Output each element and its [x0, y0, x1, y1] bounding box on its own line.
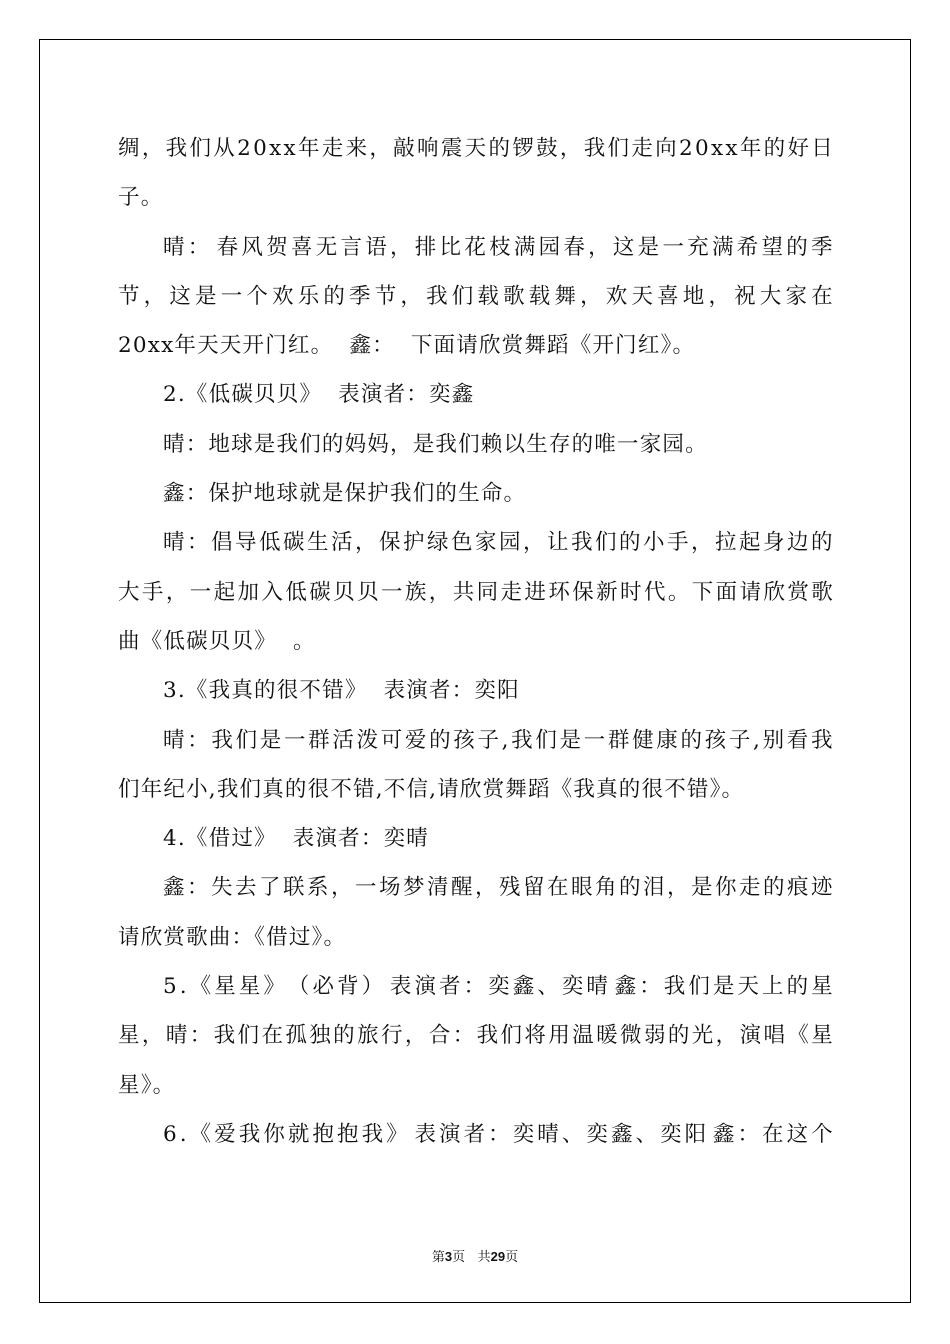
total-pages: 29 — [490, 1249, 506, 1264]
page-footer — [0, 1246, 950, 1265]
paragraph-line: 请欣赏歌曲：《借过》。 — [118, 924, 347, 950]
program-heading: 5 . 《 星 星 》 （ 必 背 ） 表 演 者 ： 奕 鑫 、 奕 晴 鑫 ： 我 们 是 天 上 的 星 — [163, 974, 834, 1000]
footer-total-prefix: 共 — [477, 1250, 491, 1265]
paragraph-line: 曲《低碳贝贝》 。 — [118, 628, 316, 654]
footer-prefix: 第 — [431, 1250, 445, 1265]
paragraph-line: 鑫：保护地球就是保护我们的生命。 — [163, 481, 527, 507]
paragraph-line: 大 手 ， 一 起 加 入 低 碳 贝 贝 一 族 ， 共 同 走 进 环 保 新 时 代 。 下 面 请 欣 赏 歌 — [118, 579, 834, 605]
paragraph-line: 晴 ： 倡 导 低 碳 生 活 ， 保 护 绿 色 家 园 ， 让 我 们 的 小 手 ， 拉 起 身 边 的 — [163, 530, 834, 556]
footer-page-suffix: 页 — [452, 1250, 466, 1265]
document-body — [118, 124, 834, 1159]
paragraph-line: 20xx年天天开门红。 鑫： 下面请欣赏舞蹈《开门红》。 — [118, 333, 696, 359]
paragraph-line: 节 ， 这 是 一 个 欢 乐 的 季 节 ， 我 们 载 歌 载 舞 ， 欢 天 喜 地 ， 祝 大 家 在 — [118, 283, 834, 309]
program-heading: 2.《低碳贝贝》 表演者：奕鑫 — [163, 382, 475, 408]
footer-total-suffix: 页 — [505, 1250, 519, 1265]
program-heading: 4.《借过》 表演者：奕晴 — [163, 826, 429, 852]
paragraph-line: 晴 ： 我 们 是 一 群 活 泼 可 爱 的 孩 子 , 我 们 是 一 群 健 康 的 孩 子 , 别 看 我 — [163, 727, 834, 753]
program-heading: 3.《我真的很不错》 表演者：奕阳 — [163, 678, 520, 704]
paragraph-line: 子。 — [118, 185, 164, 211]
paragraph-line: 鑫 ： 失 去 了 联 系 ， 一 场 梦 清 醒 ， 残 留 在 眼 角 的 泪 ， 是 你 走 的 痕 迹 — [163, 875, 834, 901]
program-heading: 6 . 《 爱 我 你 就 抱 抱 我 》 表 演 者 ： 奕 晴 、 奕 鑫 、 奕 阳 鑫 ： 在 这 个 — [163, 1121, 834, 1147]
paragraph-line: 们年纪小,我们真的很不错,不信,请欣赏舞蹈《我真的很不错》。 — [118, 776, 745, 802]
paragraph-line: 星》。 — [118, 1072, 176, 1098]
paragraph-line: 晴：地球是我们的妈妈，是我们赖以生存的唯一家园。 — [163, 431, 708, 457]
paragraph-line: 绸 ， 我 们 从 2 0 x x 年 走 来 ， 敲 响 震 天 的 锣 鼓 ， 我 们 走 向 2 0 x x 年 的 好 日 — [118, 136, 834, 161]
paragraph-line: 晴 ： 春 风 贺 喜 无 言 语 ， 排 比 花 枝 满 园 春 ， 这 是 一 充 满 希 望 的 季 — [163, 234, 834, 260]
page-number: 3 — [444, 1249, 453, 1264]
paragraph-line: 星 ， 晴 ： 我 们 在 孤 独 的 旅 行 ， 合 ： 我 们 将 用 温 暖 微 弱 的 光 ， 演 唱 《 星 — [118, 1023, 834, 1049]
